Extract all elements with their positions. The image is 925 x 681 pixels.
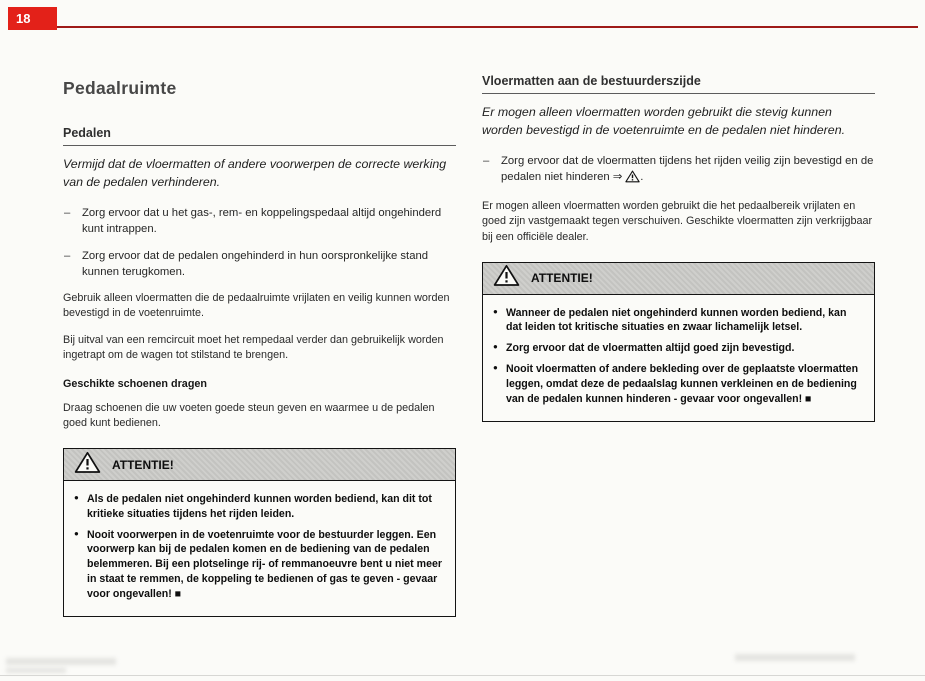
- list-item-suffix: .: [640, 171, 644, 184]
- warning-item-text: Nooit vloermatten of andere bekleding over de geplaatste vloermatten leggen, omdat deze de pedaalslag kunnen verkleinen en de bediening van de pedalen kunnen hinderen - gevaar voor ongevallen! ■: [506, 363, 859, 405]
- scan-artifact: [735, 654, 855, 661]
- dash-bullet: –: [483, 155, 490, 168]
- dash-bullet: –: [64, 207, 71, 220]
- warning-item: [492, 306, 865, 336]
- warning-title: ATTENTIE!: [112, 457, 174, 472]
- left-column: [63, 78, 456, 617]
- list-item-text: Zorg ervoor dat de vloermatten tijdens het rijden veilig zijn bevestigd en de pedalen niet hinderen ⇒: [501, 155, 874, 184]
- list-item: [63, 248, 456, 280]
- warning-item: [73, 492, 446, 522]
- page-title: Pedaalruimte: [63, 78, 177, 98]
- warning-item-text: Nooit voorwerpen in de voetenruimte voor de bestuurder leggen. Een voorwerp kan bij de pedalen komen en de bediening van de pedalen belemmeren. Bij een plotselinge rij- of remmanoeuvre bent u niet meer in staat te remmen, de koppeling te bedienen of gas te geven - gevaar voor ongevallen! ■: [87, 528, 442, 600]
- intro-paragraph: Er mogen alleen vloermatten worden gebruikt die stevig kunnen worden bevestigd in de voetenruimte en de pedalen niet hinderen.: [482, 105, 846, 137]
- bottom-rule: [0, 675, 925, 676]
- warning-item: [492, 341, 865, 356]
- scan-artifact: [6, 668, 66, 673]
- warning-triangle-ref-icon: [625, 170, 640, 188]
- list-item: [63, 205, 456, 237]
- section-heading-pedalen: Pedalen: [63, 126, 456, 146]
- warning-box: [482, 262, 875, 422]
- warning-item: [492, 362, 865, 406]
- warning-box: [63, 448, 456, 617]
- list-item: [482, 153, 875, 188]
- body-paragraph: Er mogen alleen vloermatten worden gebruikt die het pedaalbereik vrijlaten en goed zijn vastgemaakt tegen verschuiven. Geschikte vloermatten zijn verkrijgbaar bij een officiële dealer.: [482, 200, 873, 243]
- intro-paragraph: Vermijd dat de vloermatten of andere voorwerpen de correcte werking van de pedalen verhinderen.: [63, 157, 447, 189]
- top-rule: [57, 26, 918, 28]
- warning-title: ATTENTIE!: [531, 271, 593, 286]
- body-paragraph: Bij uitval van een remcircuit moet het rempedaal verder dan gebruikelijk worden ingetrapt om de wagen tot stilstand te brengen.: [63, 333, 444, 361]
- warning-header: [64, 449, 455, 481]
- warning-body: [64, 481, 455, 616]
- warning-item: [73, 528, 446, 602]
- bullet-dot: ●: [493, 306, 498, 316]
- list-item-text: Zorg ervoor dat de pedalen ongehinderd in hun oorspronkelijke stand kunnen terugkomen.: [82, 250, 429, 279]
- page-number: 18: [16, 11, 31, 26]
- body-paragraph: Draag schoenen die uw voeten goede steun geven en waarmee u de pedalen goed kunt bedienen.: [63, 401, 435, 429]
- warning-triangle-icon: [493, 264, 520, 292]
- warning-item-text: Als de pedalen niet ongehinderd kunnen worden bediend, kan dit tot kritieke situaties tijdens het rijden leiden.: [87, 493, 432, 520]
- section-heading-vloermatten: Vloermatten aan de bestuurderszijde: [482, 74, 875, 94]
- bullet-dot: ●: [493, 342, 498, 352]
- bullet-dot: ●: [74, 493, 79, 502]
- warning-item-text: Zorg ervoor dat de vloermatten altijd goed zijn bevestigd.: [506, 342, 795, 355]
- warning-body: [483, 295, 874, 421]
- sub-subheading: Geschikte schoenen dragen: [63, 377, 208, 390]
- right-column: [482, 74, 875, 422]
- scan-artifact: [6, 658, 116, 665]
- body-paragraph: Gebruik alleen vloermatten die de pedaalruimte vrijlaten en veilig kunnen worden bevestigd in de voetenruimte.: [63, 292, 450, 320]
- bullet-dot: ●: [493, 363, 498, 373]
- dash-bullet: –: [64, 250, 71, 263]
- warning-item-text: Wanneer de pedalen niet ongehinderd kunnen worden bediend, kan dat leiden tot kritische situaties en zwaar lichamelijk letsel.: [506, 306, 847, 334]
- list-item-text: Zorg ervoor dat u het gas-, rem- en koppelingspedaal altijd ongehinderd kunt intrappen.: [82, 207, 442, 236]
- warning-header: [483, 263, 874, 295]
- bullet-dot: ●: [74, 528, 79, 538]
- warning-triangle-icon: [74, 451, 101, 479]
- page-number-badge: [8, 7, 57, 30]
